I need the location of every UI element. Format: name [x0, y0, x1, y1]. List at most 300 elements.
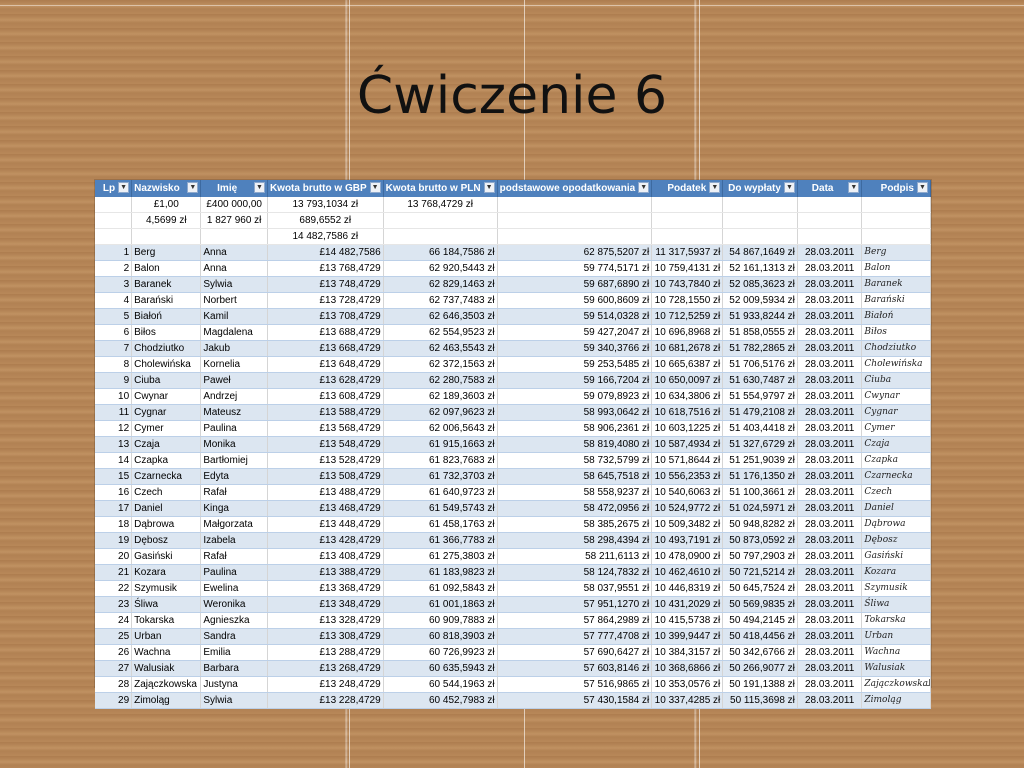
table-cell[interactable]: 10 337,4285 zł: [652, 693, 723, 709]
table-cell[interactable]: 15: [95, 469, 132, 485]
column-header[interactable]: [797, 180, 861, 197]
table-cell[interactable]: 10 493,7191 zł: [652, 533, 723, 549]
table-cell[interactable]: Tokarska: [132, 613, 201, 629]
helper-cell[interactable]: [95, 229, 132, 245]
table-cell[interactable]: 60 909,7883 zł: [383, 613, 497, 629]
signature-cell[interactable]: Zajączkowska: [862, 677, 931, 693]
table-cell[interactable]: £13 628,4729: [267, 373, 383, 389]
table-cell[interactable]: 10 571,8644 zł: [652, 453, 723, 469]
table-cell[interactable]: 28.03.2011: [797, 357, 861, 373]
table-cell[interactable]: Chodziutko: [132, 341, 201, 357]
table-cell[interactable]: 28.03.2011: [797, 485, 861, 501]
signature-cell[interactable]: Wachna: [862, 645, 931, 661]
table-cell[interactable]: 10 384,3157 zł: [652, 645, 723, 661]
table-cell[interactable]: Berg: [132, 245, 201, 261]
table-cell[interactable]: 28.03.2011: [797, 469, 861, 485]
table-cell[interactable]: 10 556,2353 zł: [652, 469, 723, 485]
filter-dropdown-icon[interactable]: ▼: [709, 182, 720, 193]
table-cell[interactable]: Kinga: [201, 501, 268, 517]
table-cell[interactable]: Ewelina: [201, 581, 268, 597]
table-cell[interactable]: £13 688,4729: [267, 325, 383, 341]
table-cell[interactable]: 62 737,7483 zł: [383, 293, 497, 309]
helper-cell[interactable]: 689,6552 zł: [267, 213, 383, 229]
table-cell[interactable]: £13 748,4729: [267, 277, 383, 293]
table-cell[interactable]: 51 024,5971 zł: [723, 501, 798, 517]
signature-cell[interactable]: Cygnar: [862, 405, 931, 421]
helper-cell[interactable]: 13 793,1034 zł: [267, 197, 383, 213]
table-cell[interactable]: Cymer: [132, 421, 201, 437]
table-cell[interactable]: 54 867,1649 zł: [723, 245, 798, 261]
table-cell[interactable]: 58 558,9237 zł: [497, 485, 652, 501]
table-cell[interactable]: 61 366,7783 zł: [383, 533, 497, 549]
signature-cell[interactable]: Czapka: [862, 453, 931, 469]
table-cell[interactable]: 50 873,0592 zł: [723, 533, 798, 549]
filter-dropdown-icon[interactable]: ▼: [638, 182, 649, 193]
table-cell[interactable]: 11 317,5937 zł: [652, 245, 723, 261]
table-cell[interactable]: 50 191,1388 zł: [723, 677, 798, 693]
table-cell[interactable]: £13 588,4729: [267, 405, 383, 421]
table-cell[interactable]: Balon: [132, 261, 201, 277]
table-cell[interactable]: £13 708,4729: [267, 309, 383, 325]
signature-cell[interactable]: Daniel: [862, 501, 931, 517]
table-cell[interactable]: Rafał: [201, 485, 268, 501]
helper-cell[interactable]: [132, 229, 201, 245]
table-cell[interactable]: 61 732,3703 zł: [383, 469, 497, 485]
table-cell[interactable]: Dębosz: [132, 533, 201, 549]
table-cell[interactable]: Paulina: [201, 565, 268, 581]
table-cell[interactable]: 58 993,0642 zł: [497, 405, 652, 421]
table-cell[interactable]: Jakub: [201, 341, 268, 357]
helper-cell[interactable]: [383, 213, 497, 229]
helper-cell[interactable]: [862, 197, 931, 213]
table-cell[interactable]: 58 298,4394 zł: [497, 533, 652, 549]
table-cell[interactable]: 10 665,6387 zł: [652, 357, 723, 373]
column-header[interactable]: [201, 180, 268, 197]
table-cell[interactable]: 16: [95, 485, 132, 501]
table-cell[interactable]: Kamil: [201, 309, 268, 325]
table-cell[interactable]: 21: [95, 565, 132, 581]
table-cell[interactable]: £14 482,7586: [267, 245, 383, 261]
helper-cell[interactable]: [95, 197, 132, 213]
table-cell[interactable]: Emilia: [201, 645, 268, 661]
table-cell[interactable]: 25: [95, 629, 132, 645]
table-cell[interactable]: 51 706,5176 zł: [723, 357, 798, 373]
table-cell[interactable]: 59 600,8609 zł: [497, 293, 652, 309]
table-cell[interactable]: £13 368,4729: [267, 581, 383, 597]
table-cell[interactable]: Zimoląg: [132, 693, 201, 709]
helper-cell[interactable]: [201, 229, 268, 245]
table-cell[interactable]: 10 524,9772 zł: [652, 501, 723, 517]
table-cell[interactable]: 9: [95, 373, 132, 389]
table-cell[interactable]: 50 721,5214 zł: [723, 565, 798, 581]
table-cell[interactable]: 10 353,0576 zł: [652, 677, 723, 693]
table-cell[interactable]: 57 777,4708 zł: [497, 629, 652, 645]
table-cell[interactable]: £13 768,4729: [267, 261, 383, 277]
helper-cell[interactable]: [862, 213, 931, 229]
signature-cell[interactable]: Dębosz: [862, 533, 931, 549]
table-cell[interactable]: 29: [95, 693, 132, 709]
table-cell[interactable]: 10 681,2678 zł: [652, 341, 723, 357]
filter-dropdown-icon[interactable]: ▼: [917, 182, 928, 193]
table-cell[interactable]: 28.03.2011: [797, 373, 861, 389]
table-cell[interactable]: 28.03.2011: [797, 549, 861, 565]
table-cell[interactable]: 10 618,7516 zł: [652, 405, 723, 421]
table-cell[interactable]: 28.03.2011: [797, 405, 861, 421]
table-cell[interactable]: Monika: [201, 437, 268, 453]
table-cell[interactable]: 28.03.2011: [797, 565, 861, 581]
table-cell[interactable]: 60 726,9923 zł: [383, 645, 497, 661]
table-cell[interactable]: Cygnar: [132, 405, 201, 421]
table-cell[interactable]: 51 403,4418 zł: [723, 421, 798, 437]
table-cell[interactable]: 61 823,7683 zł: [383, 453, 497, 469]
table-cell[interactable]: 6: [95, 325, 132, 341]
table-cell[interactable]: Anna: [201, 261, 268, 277]
helper-cell[interactable]: 14 482,7586 zł: [267, 229, 383, 245]
table-cell[interactable]: Mateusz: [201, 405, 268, 421]
table-cell[interactable]: £13 428,4729: [267, 533, 383, 549]
helper-cell[interactable]: [797, 197, 861, 213]
table-cell[interactable]: 28.03.2011: [797, 613, 861, 629]
table-cell[interactable]: 51 176,1350 zł: [723, 469, 798, 485]
table-cell[interactable]: 57 516,9865 zł: [497, 677, 652, 693]
resize-handle[interactable]: [923, 679, 930, 686]
signature-cell[interactable]: Białoń: [862, 309, 931, 325]
table-cell[interactable]: 62 372,1563 zł: [383, 357, 497, 373]
signature-cell[interactable]: Baranek: [862, 277, 931, 293]
helper-cell[interactable]: [497, 197, 652, 213]
table-cell[interactable]: Białoń: [132, 309, 201, 325]
table-cell[interactable]: 10 509,3482 zł: [652, 517, 723, 533]
table-cell[interactable]: 50 645,7524 zł: [723, 581, 798, 597]
table-cell[interactable]: 10 415,5738 zł: [652, 613, 723, 629]
table-cell[interactable]: Rafał: [201, 549, 268, 565]
table-cell[interactable]: Szymusik: [132, 581, 201, 597]
table-cell[interactable]: 59 427,2047 zł: [497, 325, 652, 341]
column-header[interactable]: [723, 180, 798, 197]
table-cell[interactable]: 58 472,0956 zł: [497, 501, 652, 517]
table-cell[interactable]: 28: [95, 677, 132, 693]
helper-cell[interactable]: [862, 229, 931, 245]
table-cell[interactable]: 51 630,7487 zł: [723, 373, 798, 389]
table-cell[interactable]: 50 948,8282 zł: [723, 517, 798, 533]
helper-cell[interactable]: 4,5699 zł: [132, 213, 201, 229]
table-cell[interactable]: 50 569,9835 zł: [723, 597, 798, 613]
table-cell[interactable]: 10 431,2029 zł: [652, 597, 723, 613]
signature-cell[interactable]: Biłos: [862, 325, 931, 341]
table-cell[interactable]: Biłos: [132, 325, 201, 341]
table-cell[interactable]: 3: [95, 277, 132, 293]
table-cell[interactable]: 10 759,4131 zł: [652, 261, 723, 277]
signature-cell[interactable]: Śliwa: [862, 597, 931, 613]
helper-cell[interactable]: £400 000,00: [201, 197, 268, 213]
table-cell[interactable]: 14: [95, 453, 132, 469]
table-cell[interactable]: Cwynar: [132, 389, 201, 405]
table-cell[interactable]: Sandra: [201, 629, 268, 645]
table-cell[interactable]: 23: [95, 597, 132, 613]
table-cell[interactable]: 59 340,3766 zł: [497, 341, 652, 357]
table-cell[interactable]: Czech: [132, 485, 201, 501]
table-cell[interactable]: Magdalena: [201, 325, 268, 341]
table-cell[interactable]: Norbert: [201, 293, 268, 309]
table-cell[interactable]: 22: [95, 581, 132, 597]
table-cell[interactable]: 57 864,2989 zł: [497, 613, 652, 629]
table-cell[interactable]: 61 001,1863 zł: [383, 597, 497, 613]
table-cell[interactable]: 61 549,5743 zł: [383, 501, 497, 517]
table-cell[interactable]: 52 009,5934 zł: [723, 293, 798, 309]
table-cell[interactable]: Bartłomiej: [201, 453, 268, 469]
helper-cell[interactable]: [723, 229, 798, 245]
table-cell[interactable]: 10 540,6063 zł: [652, 485, 723, 501]
table-cell[interactable]: 13: [95, 437, 132, 453]
table-cell[interactable]: 28.03.2011: [797, 325, 861, 341]
table-cell[interactable]: 50 115,3698 zł: [723, 693, 798, 709]
table-cell[interactable]: £13 408,4729: [267, 549, 383, 565]
table-cell[interactable]: 59 687,6890 zł: [497, 277, 652, 293]
table-cell[interactable]: 11: [95, 405, 132, 421]
table-cell[interactable]: 58 732,5799 zł: [497, 453, 652, 469]
table-cell[interactable]: £13 728,4729: [267, 293, 383, 309]
table-cell[interactable]: 51 479,2108 zł: [723, 405, 798, 421]
table-cell[interactable]: 50 418,4456 zł: [723, 629, 798, 645]
table-cell[interactable]: 61 275,3803 zł: [383, 549, 497, 565]
table-cell[interactable]: 59 774,5171 zł: [497, 261, 652, 277]
helper-cell[interactable]: [652, 229, 723, 245]
table-cell[interactable]: 59 253,5485 zł: [497, 357, 652, 373]
table-cell[interactable]: £13 448,4729: [267, 517, 383, 533]
table-cell[interactable]: 28.03.2011: [797, 693, 861, 709]
signature-cell[interactable]: Dąbrowa: [862, 517, 931, 533]
column-header[interactable]: [383, 180, 497, 197]
signature-cell[interactable]: Chodziutko: [862, 341, 931, 357]
table-cell[interactable]: Czarnecka: [132, 469, 201, 485]
table-cell[interactable]: 66 184,7586 zł: [383, 245, 497, 261]
table-cell[interactable]: 57 690,6427 zł: [497, 645, 652, 661]
table-cell[interactable]: 61 458,1763 zł: [383, 517, 497, 533]
table-cell[interactable]: Sylwia: [201, 693, 268, 709]
table-cell[interactable]: 10 712,5259 zł: [652, 309, 723, 325]
table-cell[interactable]: 62 097,9623 zł: [383, 405, 497, 421]
helper-cell[interactable]: [797, 229, 861, 245]
table-cell[interactable]: 28.03.2011: [797, 453, 861, 469]
table-cell[interactable]: 28.03.2011: [797, 517, 861, 533]
table-cell[interactable]: Izabela: [201, 533, 268, 549]
table-cell[interactable]: Barański: [132, 293, 201, 309]
table-cell[interactable]: 58 211,6113 zł: [497, 549, 652, 565]
table-cell[interactable]: 58 037,9551 zł: [497, 581, 652, 597]
helper-cell[interactable]: 1 827 960 zł: [201, 213, 268, 229]
table-cell[interactable]: 60 818,3903 zł: [383, 629, 497, 645]
table-cell[interactable]: 51 100,3661 zł: [723, 485, 798, 501]
table-cell[interactable]: 10 696,8968 zł: [652, 325, 723, 341]
table-cell[interactable]: £13 648,4729: [267, 357, 383, 373]
signature-cell[interactable]: Urban: [862, 629, 931, 645]
table-cell[interactable]: 1: [95, 245, 132, 261]
table-cell[interactable]: 28.03.2011: [797, 629, 861, 645]
table-cell[interactable]: 58 906,2361 zł: [497, 421, 652, 437]
helper-cell[interactable]: [723, 213, 798, 229]
table-cell[interactable]: 62 554,9523 zł: [383, 325, 497, 341]
helper-cell[interactable]: [797, 213, 861, 229]
filter-dropdown-icon[interactable]: ▼: [370, 182, 381, 193]
table-cell[interactable]: 10 634,3806 zł: [652, 389, 723, 405]
column-header[interactable]: [862, 180, 931, 197]
helper-cell[interactable]: [652, 197, 723, 213]
table-cell[interactable]: 59 514,0328 zł: [497, 309, 652, 325]
table-cell[interactable]: 61 915,1663 zł: [383, 437, 497, 453]
table-cell[interactable]: 10 399,9447 zł: [652, 629, 723, 645]
signature-cell[interactable]: Czarnecka: [862, 469, 931, 485]
table-cell[interactable]: 62 280,7583 zł: [383, 373, 497, 389]
table-cell[interactable]: 10 478,0900 zł: [652, 549, 723, 565]
table-cell[interactable]: Urban: [132, 629, 201, 645]
table-cell[interactable]: £13 308,4729: [267, 629, 383, 645]
table-cell[interactable]: 51 554,9797 zł: [723, 389, 798, 405]
table-cell[interactable]: 59 166,7204 zł: [497, 373, 652, 389]
signature-cell[interactable]: Cwynar: [862, 389, 931, 405]
table-cell[interactable]: Andrzej: [201, 389, 268, 405]
table-cell[interactable]: 61 640,9723 zł: [383, 485, 497, 501]
table-cell[interactable]: 20: [95, 549, 132, 565]
table-cell[interactable]: £13 288,4729: [267, 645, 383, 661]
signature-cell[interactable]: Berg: [862, 245, 931, 261]
table-cell[interactable]: 18: [95, 517, 132, 533]
signature-cell[interactable]: Cymer: [862, 421, 931, 437]
filter-dropdown-icon[interactable]: ▼: [254, 182, 265, 193]
column-header[interactable]: [652, 180, 723, 197]
table-cell[interactable]: 10 587,4934 zł: [652, 437, 723, 453]
table-cell[interactable]: Justyna: [201, 677, 268, 693]
table-cell[interactable]: £13 388,4729: [267, 565, 383, 581]
table-cell[interactable]: Czapka: [132, 453, 201, 469]
table-cell[interactable]: 5: [95, 309, 132, 325]
table-cell[interactable]: £13 248,4729: [267, 677, 383, 693]
helper-cell[interactable]: [497, 229, 652, 245]
filter-dropdown-icon[interactable]: ▼: [784, 182, 795, 193]
signature-cell[interactable]: Zimoląg: [862, 693, 931, 709]
table-cell[interactable]: Anna: [201, 245, 268, 261]
table-cell[interactable]: £13 568,4729: [267, 421, 383, 437]
table-cell[interactable]: Barbara: [201, 661, 268, 677]
table-cell[interactable]: 7: [95, 341, 132, 357]
filter-dropdown-icon[interactable]: ▼: [118, 182, 129, 193]
filter-dropdown-icon[interactable]: ▼: [484, 182, 495, 193]
filter-dropdown-icon[interactable]: ▼: [848, 182, 859, 193]
table-cell[interactable]: 61 183,9823 zł: [383, 565, 497, 581]
table-cell[interactable]: 51 782,2865 zł: [723, 341, 798, 357]
table-cell[interactable]: 60 452,7983 zł: [383, 693, 497, 709]
table-cell[interactable]: 28.03.2011: [797, 245, 861, 261]
table-cell[interactable]: Daniel: [132, 501, 201, 517]
column-header[interactable]: [132, 180, 201, 197]
signature-cell[interactable]: Cholewińska: [862, 357, 931, 373]
table-cell[interactable]: Małgorzata: [201, 517, 268, 533]
table-cell[interactable]: 10: [95, 389, 132, 405]
table-cell[interactable]: 28.03.2011: [797, 293, 861, 309]
helper-cell[interactable]: [723, 197, 798, 213]
column-header[interactable]: [95, 180, 132, 197]
table-cell[interactable]: 50 494,2145 zł: [723, 613, 798, 629]
table-cell[interactable]: 52 085,3623 zł: [723, 277, 798, 293]
table-cell[interactable]: Ciuba: [132, 373, 201, 389]
table-cell[interactable]: £13 468,4729: [267, 501, 383, 517]
signature-cell[interactable]: Ciuba: [862, 373, 931, 389]
table-cell[interactable]: 2: [95, 261, 132, 277]
table-cell[interactable]: 57 603,8146 zł: [497, 661, 652, 677]
table-cell[interactable]: 28.03.2011: [797, 261, 861, 277]
table-cell[interactable]: 62 006,5643 zł: [383, 421, 497, 437]
table-cell[interactable]: 28.03.2011: [797, 437, 861, 453]
table-cell[interactable]: £13 268,4729: [267, 661, 383, 677]
table-cell[interactable]: 62 189,3603 zł: [383, 389, 497, 405]
table-cell[interactable]: Weronika: [201, 597, 268, 613]
table-cell[interactable]: 59 079,8923 zł: [497, 389, 652, 405]
table-cell[interactable]: Cholewińska: [132, 357, 201, 373]
table-cell[interactable]: 50 342,6766 zł: [723, 645, 798, 661]
table-cell[interactable]: Agnieszka: [201, 613, 268, 629]
table-cell[interactable]: Śliwa: [132, 597, 201, 613]
table-cell[interactable]: £13 508,4729: [267, 469, 383, 485]
table-cell[interactable]: 28.03.2011: [797, 277, 861, 293]
helper-cell[interactable]: [383, 229, 497, 245]
table-cell[interactable]: 4: [95, 293, 132, 309]
table-cell[interactable]: 60 544,1963 zł: [383, 677, 497, 693]
table-cell[interactable]: 61 092,5843 zł: [383, 581, 497, 597]
table-cell[interactable]: £13 488,4729: [267, 485, 383, 501]
table-cell[interactable]: 51 933,8244 zł: [723, 309, 798, 325]
table-cell[interactable]: £13 348,4729: [267, 597, 383, 613]
table-cell[interactable]: 51 327,6729 zł: [723, 437, 798, 453]
signature-cell[interactable]: Szymusik: [862, 581, 931, 597]
table-cell[interactable]: 28.03.2011: [797, 389, 861, 405]
table-cell[interactable]: 10 368,6866 zł: [652, 661, 723, 677]
table-cell[interactable]: 19: [95, 533, 132, 549]
spreadsheet-table[interactable]: [95, 180, 931, 706]
table-cell[interactable]: Paulina: [201, 421, 268, 437]
table-cell[interactable]: 8: [95, 357, 132, 373]
table-cell[interactable]: 28.03.2011: [797, 309, 861, 325]
table-cell[interactable]: 26: [95, 645, 132, 661]
table-cell[interactable]: 62 829,1463 zł: [383, 277, 497, 293]
helper-cell[interactable]: [95, 213, 132, 229]
helper-cell[interactable]: £1,00: [132, 197, 201, 213]
table-cell[interactable]: 62 463,5543 zł: [383, 341, 497, 357]
helper-cell[interactable]: 13 768,4729 zł: [383, 197, 497, 213]
table-cell[interactable]: Sylwia: [201, 277, 268, 293]
table-cell[interactable]: Kornelia: [201, 357, 268, 373]
table-cell[interactable]: 58 819,4080 zł: [497, 437, 652, 453]
table-cell[interactable]: 62 920,5443 zł: [383, 261, 497, 277]
table-cell[interactable]: Zajączkowska: [132, 677, 201, 693]
table-cell[interactable]: 60 635,5943 zł: [383, 661, 497, 677]
table-cell[interactable]: Kozara: [132, 565, 201, 581]
helper-cell[interactable]: [652, 213, 723, 229]
table-cell[interactable]: 28.03.2011: [797, 597, 861, 613]
table-cell[interactable]: 17: [95, 501, 132, 517]
table-cell[interactable]: 28.03.2011: [797, 421, 861, 437]
table-cell[interactable]: 58 645,7518 zł: [497, 469, 652, 485]
table-cell[interactable]: 52 161,1313 zł: [723, 261, 798, 277]
table-cell[interactable]: 28.03.2011: [797, 533, 861, 549]
signature-cell[interactable]: Kozara: [862, 565, 931, 581]
table-cell[interactable]: 28.03.2011: [797, 645, 861, 661]
table-cell[interactable]: Czaja: [132, 437, 201, 453]
signature-cell[interactable]: Balon: [862, 261, 931, 277]
table-cell[interactable]: 28.03.2011: [797, 341, 861, 357]
helper-cell[interactable]: [497, 213, 652, 229]
table-cell[interactable]: 28.03.2011: [797, 581, 861, 597]
table-cell[interactable]: 10 446,8319 zł: [652, 581, 723, 597]
table-cell[interactable]: £13 228,4729: [267, 693, 383, 709]
